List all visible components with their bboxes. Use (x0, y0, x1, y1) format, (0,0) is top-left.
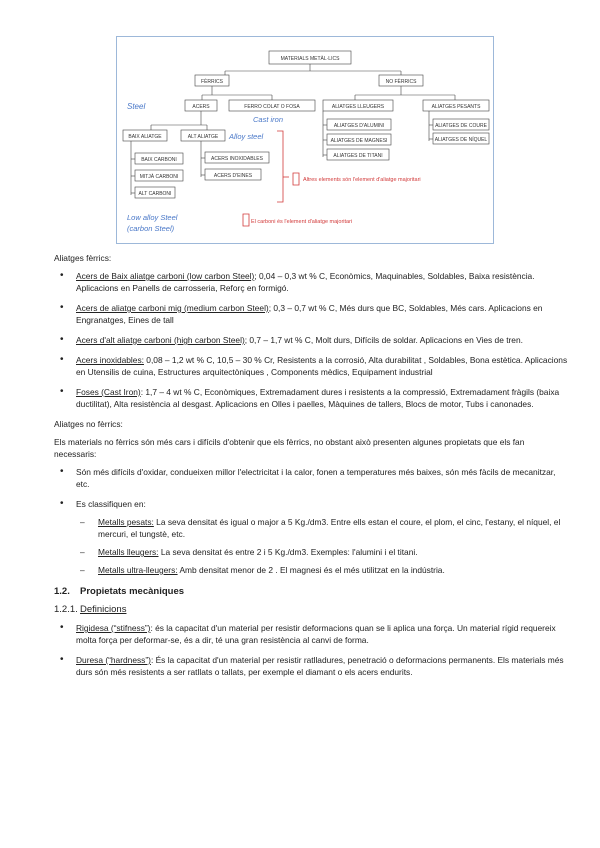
description: La seva densitat és igual o major a 5 Kg./dm3. Entre ells estan el coure, el plom, el cinc, l'estany, el níquel, el mercuri, el tungstè, etc. (98, 517, 561, 539)
heading-aliatges-no-ferrics: Aliatges no fèrrics: (54, 419, 123, 429)
description: ; 0,3 – 0,7 wt % C, Més durs que BC, Soldables, Més cars. Aplicacions en Engranatges, Eines de tall (76, 303, 543, 325)
list-aliatges-no-ferrics (54, 466, 568, 576)
term: Acers de aliatge carboni mig (medium carbon Steel) (76, 303, 269, 313)
term: Metalls ultra-lleugers: (98, 565, 178, 575)
sub-list-item (54, 516, 568, 540)
subsection-number: 1.2.1. (54, 604, 78, 615)
term: Rigidesa (“stifness”) (76, 623, 151, 633)
label-aliatges-alumini: ALIATGES D'ALUMINI (333, 123, 385, 129)
description: 0,08 – 1,2 wt % C, 10,5 – 30 % Cr, Resistents a la corrosió, Alta durabilitat , Soldables, Bona estètica. Aplicacions en Utensilis de cuina, Estructures arquitectòniques , Components mèdics, Equipament industrial (76, 355, 568, 377)
term: Metalls lleugers: (98, 547, 159, 557)
list-definitions (54, 622, 568, 678)
label-alt-aliatge: ALT ALIATGE (187, 134, 219, 140)
label-baix-aliatge: BAIX ALIATGE (128, 134, 162, 140)
term: Acers inoxidables: (76, 355, 144, 365)
note-carbon: El carboni és l'element d'aliatge majoritari (251, 219, 353, 225)
section-number: 1.2. (54, 586, 70, 597)
sub-list-item (54, 564, 568, 576)
label-aliatges-titani: ALIATGES DE TITANI (333, 153, 383, 159)
section-title: Propietats mecàniques (80, 586, 185, 597)
section-heading (54, 586, 568, 598)
subsection-title: Definicions (80, 604, 127, 615)
label-alt-carboni: ALT CARBONI (138, 191, 172, 197)
description: Amb densitat menor de 2 . El magnesi és el més utilitzat en la indústria. (177, 565, 445, 575)
term: Foses (Cast Iron) (76, 387, 141, 397)
description: : És la capacitat d'un material per resistir ratlladures, penetració o deformacions permanents. Els materials més durs són més resistents a ser ratllats o tallats, per exemple el diamant o els acers endurits. (76, 655, 564, 677)
heading-aliatges-ferrics: Aliatges fèrrics: (54, 253, 112, 263)
label-root: MATERIALS METÀL·LICS (280, 56, 340, 62)
list-item: • Es classifiquen en: (54, 498, 568, 510)
term: Duresa (“hardness”) (76, 655, 151, 665)
description: ; 0,04 – 0,3 wt % C, Econòmics, Maquinables, Soldables, Baixa resistència. Aplicacions en Panells de carrosseria, Reforç en formigó. (76, 271, 535, 293)
list-item: • Són més difícils d'oxidar, condueixen millor l'electricitat i la calor, fonen a temperatures més baixes, són més fàcils de mecanitzar, etc. (54, 466, 568, 490)
term: Acers d'alt aliatge carboni (high carbon Steel) (76, 335, 245, 345)
label-no-ferrics: NO FÈRRICS (385, 79, 417, 85)
diagram-svg (117, 37, 495, 245)
annotation-alloy-steel: Alloy steel (229, 132, 264, 141)
label-acers-inoxidables: ACERS INOXIDABLES (211, 156, 263, 162)
label-mitja-carboni: MITJÀ CARBONI (139, 174, 179, 180)
list-item (54, 386, 568, 410)
list-item (54, 622, 568, 646)
description: ; 0,7 – 1,7 wt % C, Molt durs, Difícils de soldar. Aplicacions en Vies de tren. (244, 335, 523, 345)
label-aliatges-magnesi: ALIATGES DE MAGNESI (330, 138, 388, 144)
list-item (54, 354, 568, 378)
annotation-cast-iron: Cast iron (253, 115, 284, 124)
term: Metalls pesats: (98, 517, 154, 527)
label-aliatges-niquel: ALIATGES DE NÍQUEL (434, 137, 488, 143)
intro-no-ferrics: Els materials no fèrrics són més cars i difícils d'obtenir que els fèrrics, no obstant això presenten algunes propietats que els fan necessaris: (54, 437, 525, 459)
label-aliatges-pesants: ALIATGES PESANTS (431, 104, 481, 110)
list-item (54, 334, 568, 346)
list-item (54, 270, 568, 294)
list-item (54, 302, 568, 326)
annotation-carbon-steel: (carbon Steel) (127, 224, 175, 233)
term: Acers de Baix aliatge carboni (low carbon Steel) (76, 271, 255, 281)
label-ferrics: FÈRRICS (201, 79, 223, 85)
description: La seva densitat és entre 2 i 5 Kg./dm3. Exemples: l'alumini i el titani. (158, 547, 418, 557)
label-baix-carboni: BAIX CARBONI (141, 157, 177, 163)
note-alloy: Altres elements són l'element d'aliatge majoritari (303, 177, 421, 183)
subsection-heading (54, 604, 568, 616)
list-aliatges-ferrics (54, 270, 568, 410)
annotation-steel: Steel (127, 102, 146, 111)
document-body (54, 252, 568, 686)
list-item (54, 654, 568, 678)
description: : 1,7 – 4 wt % C, Econòmiques, Extremadament dures i resistents a la compressió, Extremadament fràgils (baixa ductilitat), Alta resistència al desgast. Aplicacions en Olles i paelles, Màquines de tallers, Blocs de motor, Tubs i canonades. (76, 387, 560, 409)
sub-list-item (54, 546, 568, 558)
label-aliatges-coure: ALIATGES DE COURE (435, 123, 487, 129)
label-acers-eines: ACERS D'EINES (213, 173, 253, 179)
label-aliatges-lleugers: ALIATGES LLEUGERS (331, 104, 385, 110)
description: : és la capacitat d'un material per resistir deformacions quan se li aplica una força. Un material rígid requereix molta força per deformar-se, és a dir, té una gran resistència al canvi de forma. (76, 623, 556, 645)
annotation-low-alloy: Low alloy Steel (127, 213, 178, 222)
label-ferro-colat: FERRO COLAT O FOSA (244, 104, 300, 110)
materials-diagram (116, 36, 494, 244)
label-acers: ACERS (192, 104, 210, 110)
